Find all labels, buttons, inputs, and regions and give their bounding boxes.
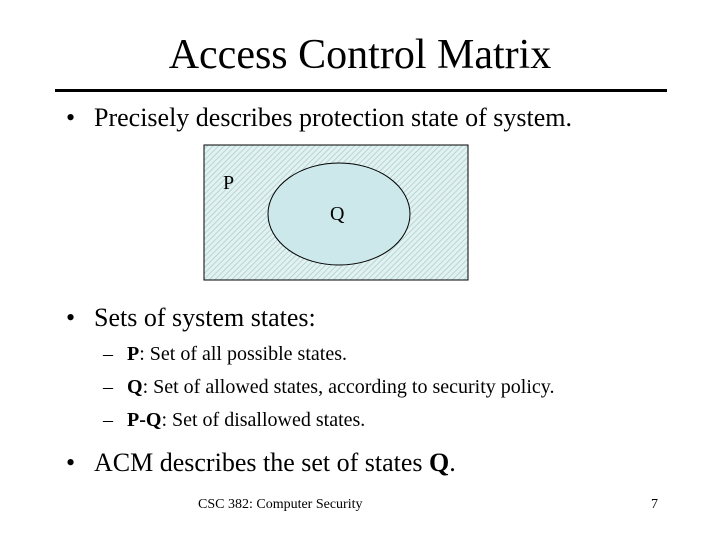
- bullet-text-after: .: [449, 448, 456, 477]
- venn-diagram: [203, 144, 469, 281]
- dash-marker: –: [103, 409, 113, 431]
- sub-bullet-p-minus-q: [103, 407, 365, 433]
- page-number: 7: [651, 497, 658, 512]
- term-p: P: [127, 343, 140, 365]
- bullet-marker: •: [66, 303, 76, 332]
- bullet-text-before: ACM describes the set of states: [94, 448, 430, 477]
- term-q: Q: [127, 376, 143, 398]
- dash-marker: –: [103, 376, 113, 398]
- slide-footer: CSC 382: Computer Security: [198, 497, 363, 512]
- sub-bullet-text: : Set of all possible states.: [139, 343, 347, 365]
- bullet-text: Precisely describes protection state of system.: [94, 103, 572, 132]
- dash-marker: –: [103, 343, 113, 365]
- bullet-sets-of-states: [66, 301, 316, 335]
- set-q-label: Q: [330, 203, 345, 225]
- set-p-label: P: [223, 172, 235, 194]
- bullet-marker: •: [66, 448, 76, 477]
- bullet-marker: •: [66, 103, 76, 132]
- bullet-text: Sets of system states:: [94, 303, 316, 332]
- bullet-protection-state: [66, 101, 572, 135]
- title-underline: [55, 89, 667, 92]
- sub-bullet-text: : Set of disallowed states.: [161, 409, 366, 431]
- bullet-acm-describes: [66, 446, 456, 480]
- term-p-minus-q: P-Q: [127, 409, 162, 431]
- sub-bullet-p: [103, 341, 347, 367]
- term-q-bold: Q: [429, 448, 450, 477]
- sub-bullet-q: [103, 374, 555, 400]
- sub-bullet-text: : Set of allowed states, according to security policy.: [142, 376, 555, 398]
- slide-title: Access Control Matrix: [168, 32, 552, 78]
